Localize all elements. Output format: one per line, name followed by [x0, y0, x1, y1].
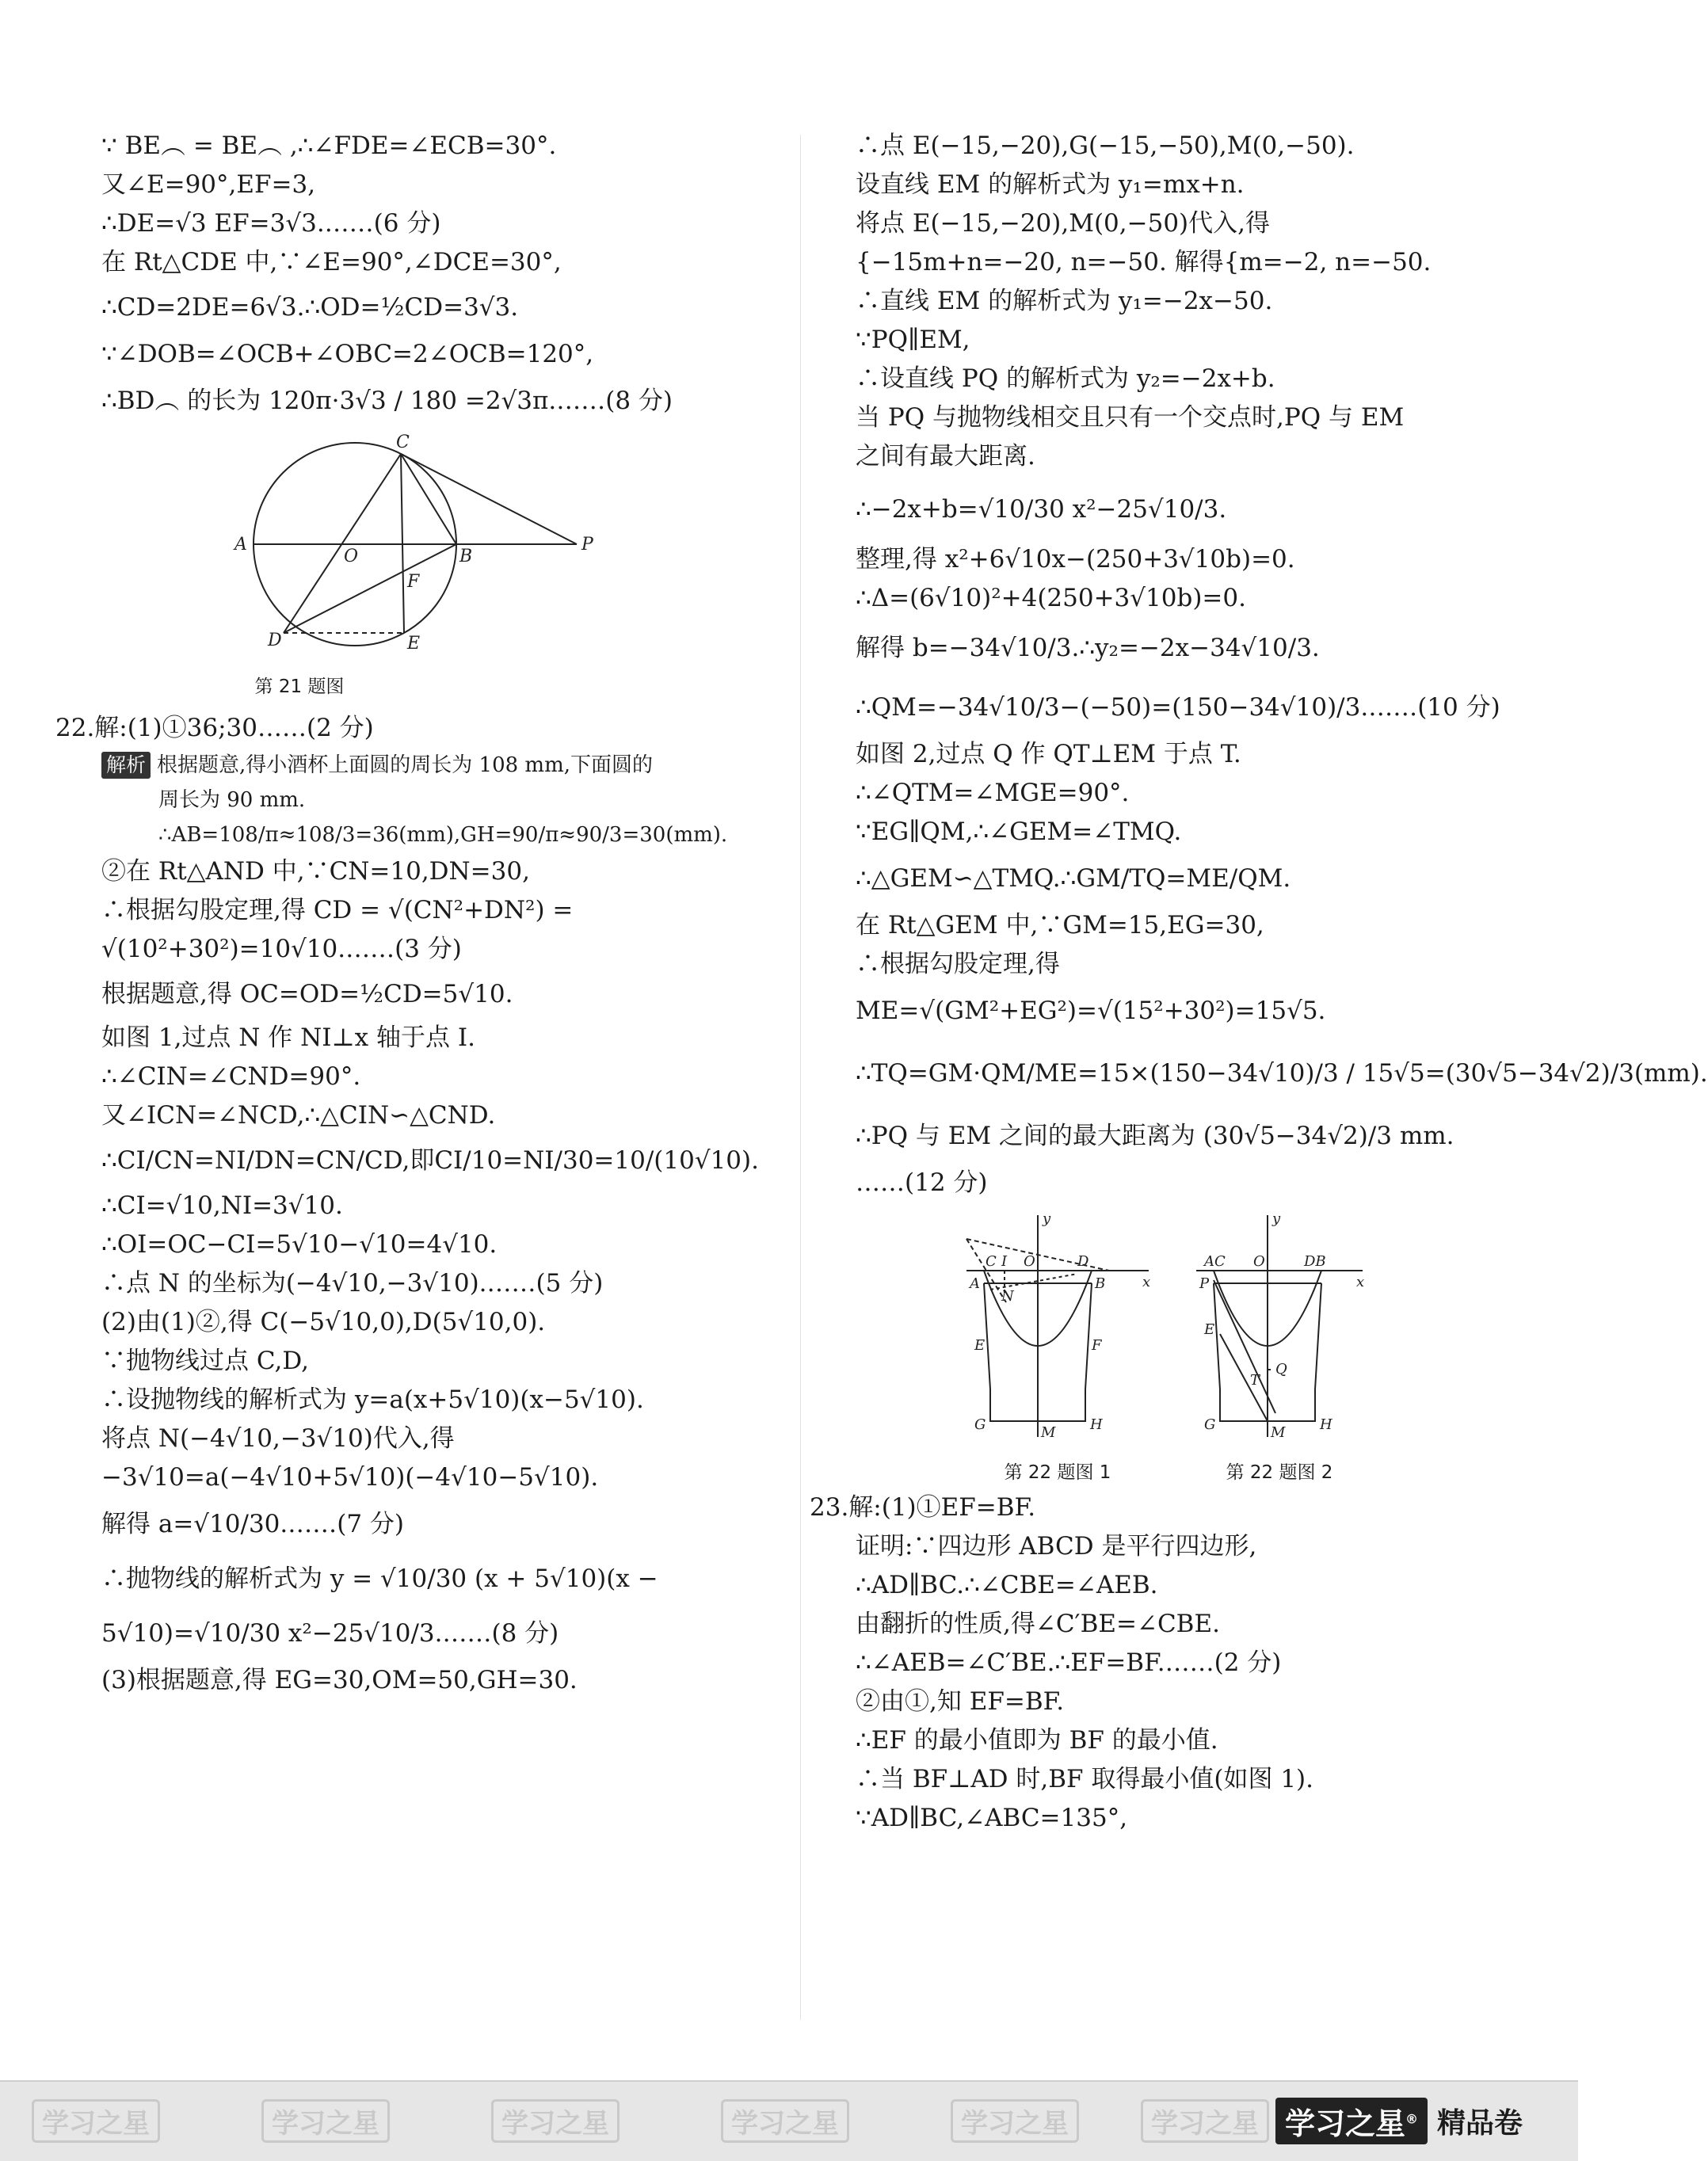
text-line: 整理,得 x²+6√10x−(250+3√10b)=0. — [856, 545, 1295, 574]
text-line: ②由①,知 EF=BF. — [856, 1687, 1065, 1716]
text-line: ∴点 N 的坐标为(−4√10,−3√10).……(5 分) — [101, 1269, 604, 1298]
question-22-head: 22.解:(1)①36;30……(2 分) — [55, 714, 374, 742]
text-line: ∵AD∥BC,∠ABC=135°, — [856, 1804, 1128, 1832]
svg-text:H: H — [1090, 1416, 1103, 1433]
text-line: ∴∠QTM=∠MGE=90°. — [856, 779, 1130, 807]
figure-21 — [101, 425, 751, 671]
svg-text:G: G — [1204, 1416, 1216, 1433]
text-line: ∴根据勾股定理,得 CD = √(CN²+DN²) = — [101, 896, 574, 924]
text-line: 解得 a=√10/30.……(7 分) — [101, 1510, 405, 1538]
text-line: ∴AD∥BC.∴∠CBE=∠AEB. — [856, 1571, 1158, 1599]
text-line: 将点 E(−15,−20),M(0,−50)代入,得 — [856, 209, 1271, 238]
question-22-explanation: 解析 根据题意,得小酒杯上面圆的周长为 108 mm,下面圆的 周长为 90 mm. ∴AB=108/π≈108/3=36(mm),GH=90/π≈90/3=30(mm). — [101, 748, 751, 852]
text-line: ∴当 BF⊥AD 时,BF 取得最小值(如图 1). — [856, 1765, 1314, 1793]
figure-22-2-caption: 第 22 题图 2 — [1226, 1462, 1333, 1483]
label-f: F — [407, 572, 420, 592]
watermark-logo: 学习之星 — [261, 2099, 390, 2143]
text-line: 又∠ICN=∠NCD,∴△CIN∽△CND. — [101, 1101, 496, 1130]
text-line: ∴CD=2DE=6√3.∴OD=½CD=3√3. — [101, 293, 519, 322]
text-line: √(10²+30²)=10√10.……(3 分) — [101, 935, 462, 963]
text-line: ∴DE=√3 EF=3√3.……(6 分) — [101, 209, 441, 238]
svg-text:F: F — [1092, 1337, 1102, 1354]
figure-21-caption: 第 21 题图 — [254, 677, 345, 697]
left-column — [55, 127, 759, 1700]
text-line: ∴BD︵ 的长为 120π·3√3 / 180 =2√3π.……(8 分) — [101, 387, 673, 415]
svg-text:A: A — [970, 1275, 980, 1292]
text-line: ∴OI=OC−CI=5√10−√10=4√10. — [101, 1230, 498, 1259]
column-divider — [800, 135, 801, 2020]
text-line: ……(12 分) — [856, 1168, 988, 1197]
label-o: O — [344, 547, 359, 566]
text-line: 又∠E=90°,EF=3, — [101, 170, 316, 199]
label-p: P — [581, 535, 593, 555]
text-line: ∴∠AEB=∠C′BE.∴EF=BF.……(2 分) — [856, 1648, 1282, 1677]
text-line: 设直线 EM 的解析式为 y₁=mx+n. — [856, 170, 1245, 199]
svg-text:y: y — [1043, 1210, 1051, 1227]
text-line: ∴EF 的最小值即为 BF 的最小值. — [856, 1726, 1218, 1755]
brand-name: 精品卷 — [1436, 2107, 1523, 2140]
watermark-logo: 学习之星 — [32, 2099, 160, 2143]
figure-22-2 — [1188, 1207, 1371, 1488]
svg-text:AC: AC — [1204, 1253, 1226, 1270]
watermark-logo: 学习之星 — [491, 2099, 620, 2143]
svg-text:x: x — [1356, 1274, 1365, 1290]
text-line: 之间有最大距离. — [856, 442, 1035, 471]
label-e: E — [407, 634, 421, 654]
watermark-logo: 学习之星 — [951, 2099, 1079, 2143]
svg-text:Q: Q — [1275, 1361, 1287, 1378]
footer-bar — [0, 2080, 1578, 2161]
text-line: ∴PQ 与 EM 之间的最大距离为 (30√5−34√2)/3 mm. — [856, 1122, 1454, 1150]
svg-text:E: E — [1204, 1321, 1215, 1338]
text-line: ∴AB=108/π≈108/3=36(mm),GH=90/π≈90/3=30(mm). — [158, 823, 728, 847]
label-d: D — [268, 631, 282, 650]
text-line: ∴CI/CN=NI/DN=CN/CD,即CI/10=NI/30=10/(10√10). — [101, 1146, 759, 1175]
text-line: 周长为 90 mm. — [158, 788, 306, 812]
svg-text:N: N — [1001, 1288, 1014, 1305]
label-a: A — [234, 535, 247, 555]
svg-text:C: C — [986, 1253, 997, 1270]
text-line: ∴Δ=(6√10)²+4(250+3√10b)=0. — [856, 584, 1246, 612]
text-line: 如图 1,过点 N 作 NI⊥x 轴于点 I. — [101, 1023, 475, 1052]
svg-text:M: M — [1271, 1424, 1286, 1441]
svg-text:O: O — [1253, 1253, 1265, 1270]
text-line: ∵∠DOB=∠OCB+∠OBC=2∠OCB=120°, — [101, 340, 594, 368]
text-line: (3)根据题意,得 EG=30,OM=50,GH=30. — [101, 1666, 578, 1694]
svg-text:O: O — [1024, 1253, 1035, 1270]
text-line: 根据题意,得 OC=OD=½CD=5√10. — [101, 980, 513, 1008]
label-c: C — [396, 433, 410, 452]
svg-text:B: B — [1095, 1275, 1106, 1292]
svg-text:D: D — [1077, 1253, 1089, 1270]
text-line: ∵ BE︵ = BE︵ ,∴∠FDE=∠ECB=30°. — [101, 131, 557, 160]
text-line: (2)由(1)②,得 C(−5√10,0),D(5√10,0). — [101, 1308, 546, 1336]
text-line: ∴−2x+b=√10/30 x²−25√10/3. — [856, 495, 1227, 524]
svg-text:T: T — [1250, 1372, 1260, 1389]
text-line: ②在 Rt△AND 中,∵CN=10,DN=30, — [101, 857, 530, 886]
text-line: 在 Rt△CDE 中,∵∠E=90°,∠DCE=30°, — [101, 248, 562, 276]
text-line: 将点 N(−4√10,−3√10)代入,得 — [101, 1424, 455, 1453]
svg-text:G: G — [974, 1416, 986, 1433]
text-line: −3√10=a(−4√10+5√10)(−4√10−5√10). — [101, 1463, 599, 1492]
text-line: 在 Rt△GEM 中,∵GM=15,EG=30, — [856, 911, 1264, 939]
label-b: B — [459, 547, 473, 566]
text-line: ∴△GEM∽△TMQ.∴GM/TQ=ME/QM. — [856, 864, 1291, 893]
watermark-logo: 学习之星 — [1141, 2099, 1269, 2143]
text-line: 5√10)=√10/30 x²−25√10/3.……(8 分) — [101, 1619, 559, 1648]
text-line: {−15m+n=−20, n=−50. 解得{m=−2, n=−50. — [856, 248, 1432, 276]
svg-text:E: E — [974, 1337, 986, 1354]
svg-text:H: H — [1320, 1416, 1332, 1433]
figure-22-1 — [959, 1207, 1157, 1488]
text-line: ∴∠CIN=∠CND=90°. — [101, 1062, 361, 1091]
figure-22-1-caption: 第 22 题图 1 — [1004, 1462, 1111, 1483]
figure-22-row — [856, 1207, 1489, 1488]
text-line: 解得 b=−34√10/3.∴y₂=−2x−34√10/3. — [856, 634, 1320, 662]
text-line: ∴设抛物线的解析式为 y=a(x+5√10)(x−5√10). — [101, 1385, 644, 1414]
question-23-head: 23.解:(1)①EF=BF. — [810, 1493, 1036, 1522]
text-line: ∴CI=√10,NI=3√10. — [101, 1191, 343, 1220]
right-column — [810, 127, 1708, 1838]
text-line: ∴根据勾股定理,得 — [856, 950, 1060, 978]
text-line: ∴设直线 PQ 的解析式为 y₂=−2x+b. — [856, 364, 1275, 393]
text-line: ∵抛物线过点 C,D, — [101, 1347, 309, 1375]
svg-text:M: M — [1041, 1424, 1056, 1441]
text-line: 由翻折的性质,得∠C′BE=∠CBE. — [856, 1610, 1220, 1638]
text-line: ∵EG∥QM,∴∠GEM=∠TMQ. — [856, 818, 1182, 846]
svg-text:P: P — [1199, 1275, 1210, 1292]
text-line: ∵PQ∥EM, — [856, 326, 970, 354]
watermark-logo: 学习之星 — [721, 2099, 849, 2143]
text-line: ∴QM=−34√10/3−(−50)=(150−34√10)/3.……(10 分) — [856, 693, 1500, 722]
text-line: 证明:∵四边形 ABCD 是平行四边形, — [856, 1532, 1257, 1561]
text-line: ∴TQ=GM·QM/ME=15×(150−34√10)/3 / 15√5=(30√5−34√2)/3(mm). — [856, 1059, 1708, 1088]
text-line: ∴抛物线的解析式为 y = √10/30 (x + 5√10)(x − — [101, 1565, 658, 1593]
text-line: ∴直线 EM 的解析式为 y₁=−2x−50. — [856, 287, 1273, 315]
svg-text:y: y — [1272, 1210, 1281, 1227]
svg-text:I: I — [1001, 1253, 1008, 1270]
text-line: ME=√(GM²+EG²)=√(15²+30²)=15√5. — [856, 997, 1326, 1025]
brand — [1275, 2098, 1523, 2144]
text-line: 如图 2,过点 Q 作 QT⊥EM 于点 T. — [856, 740, 1241, 768]
text-line: ∴点 E(−15,−20),G(−15,−50),M(0,−50). — [856, 131, 1355, 160]
text-line: 当 PQ 与抛物线相交且只有一个交点时,PQ 与 EM — [856, 403, 1405, 432]
explanation-tag: 解析 — [101, 752, 151, 779]
svg-text:x: x — [1142, 1274, 1151, 1290]
svg-text:DB: DB — [1304, 1253, 1326, 1270]
brand-logo: 学习之星® — [1275, 2098, 1428, 2144]
